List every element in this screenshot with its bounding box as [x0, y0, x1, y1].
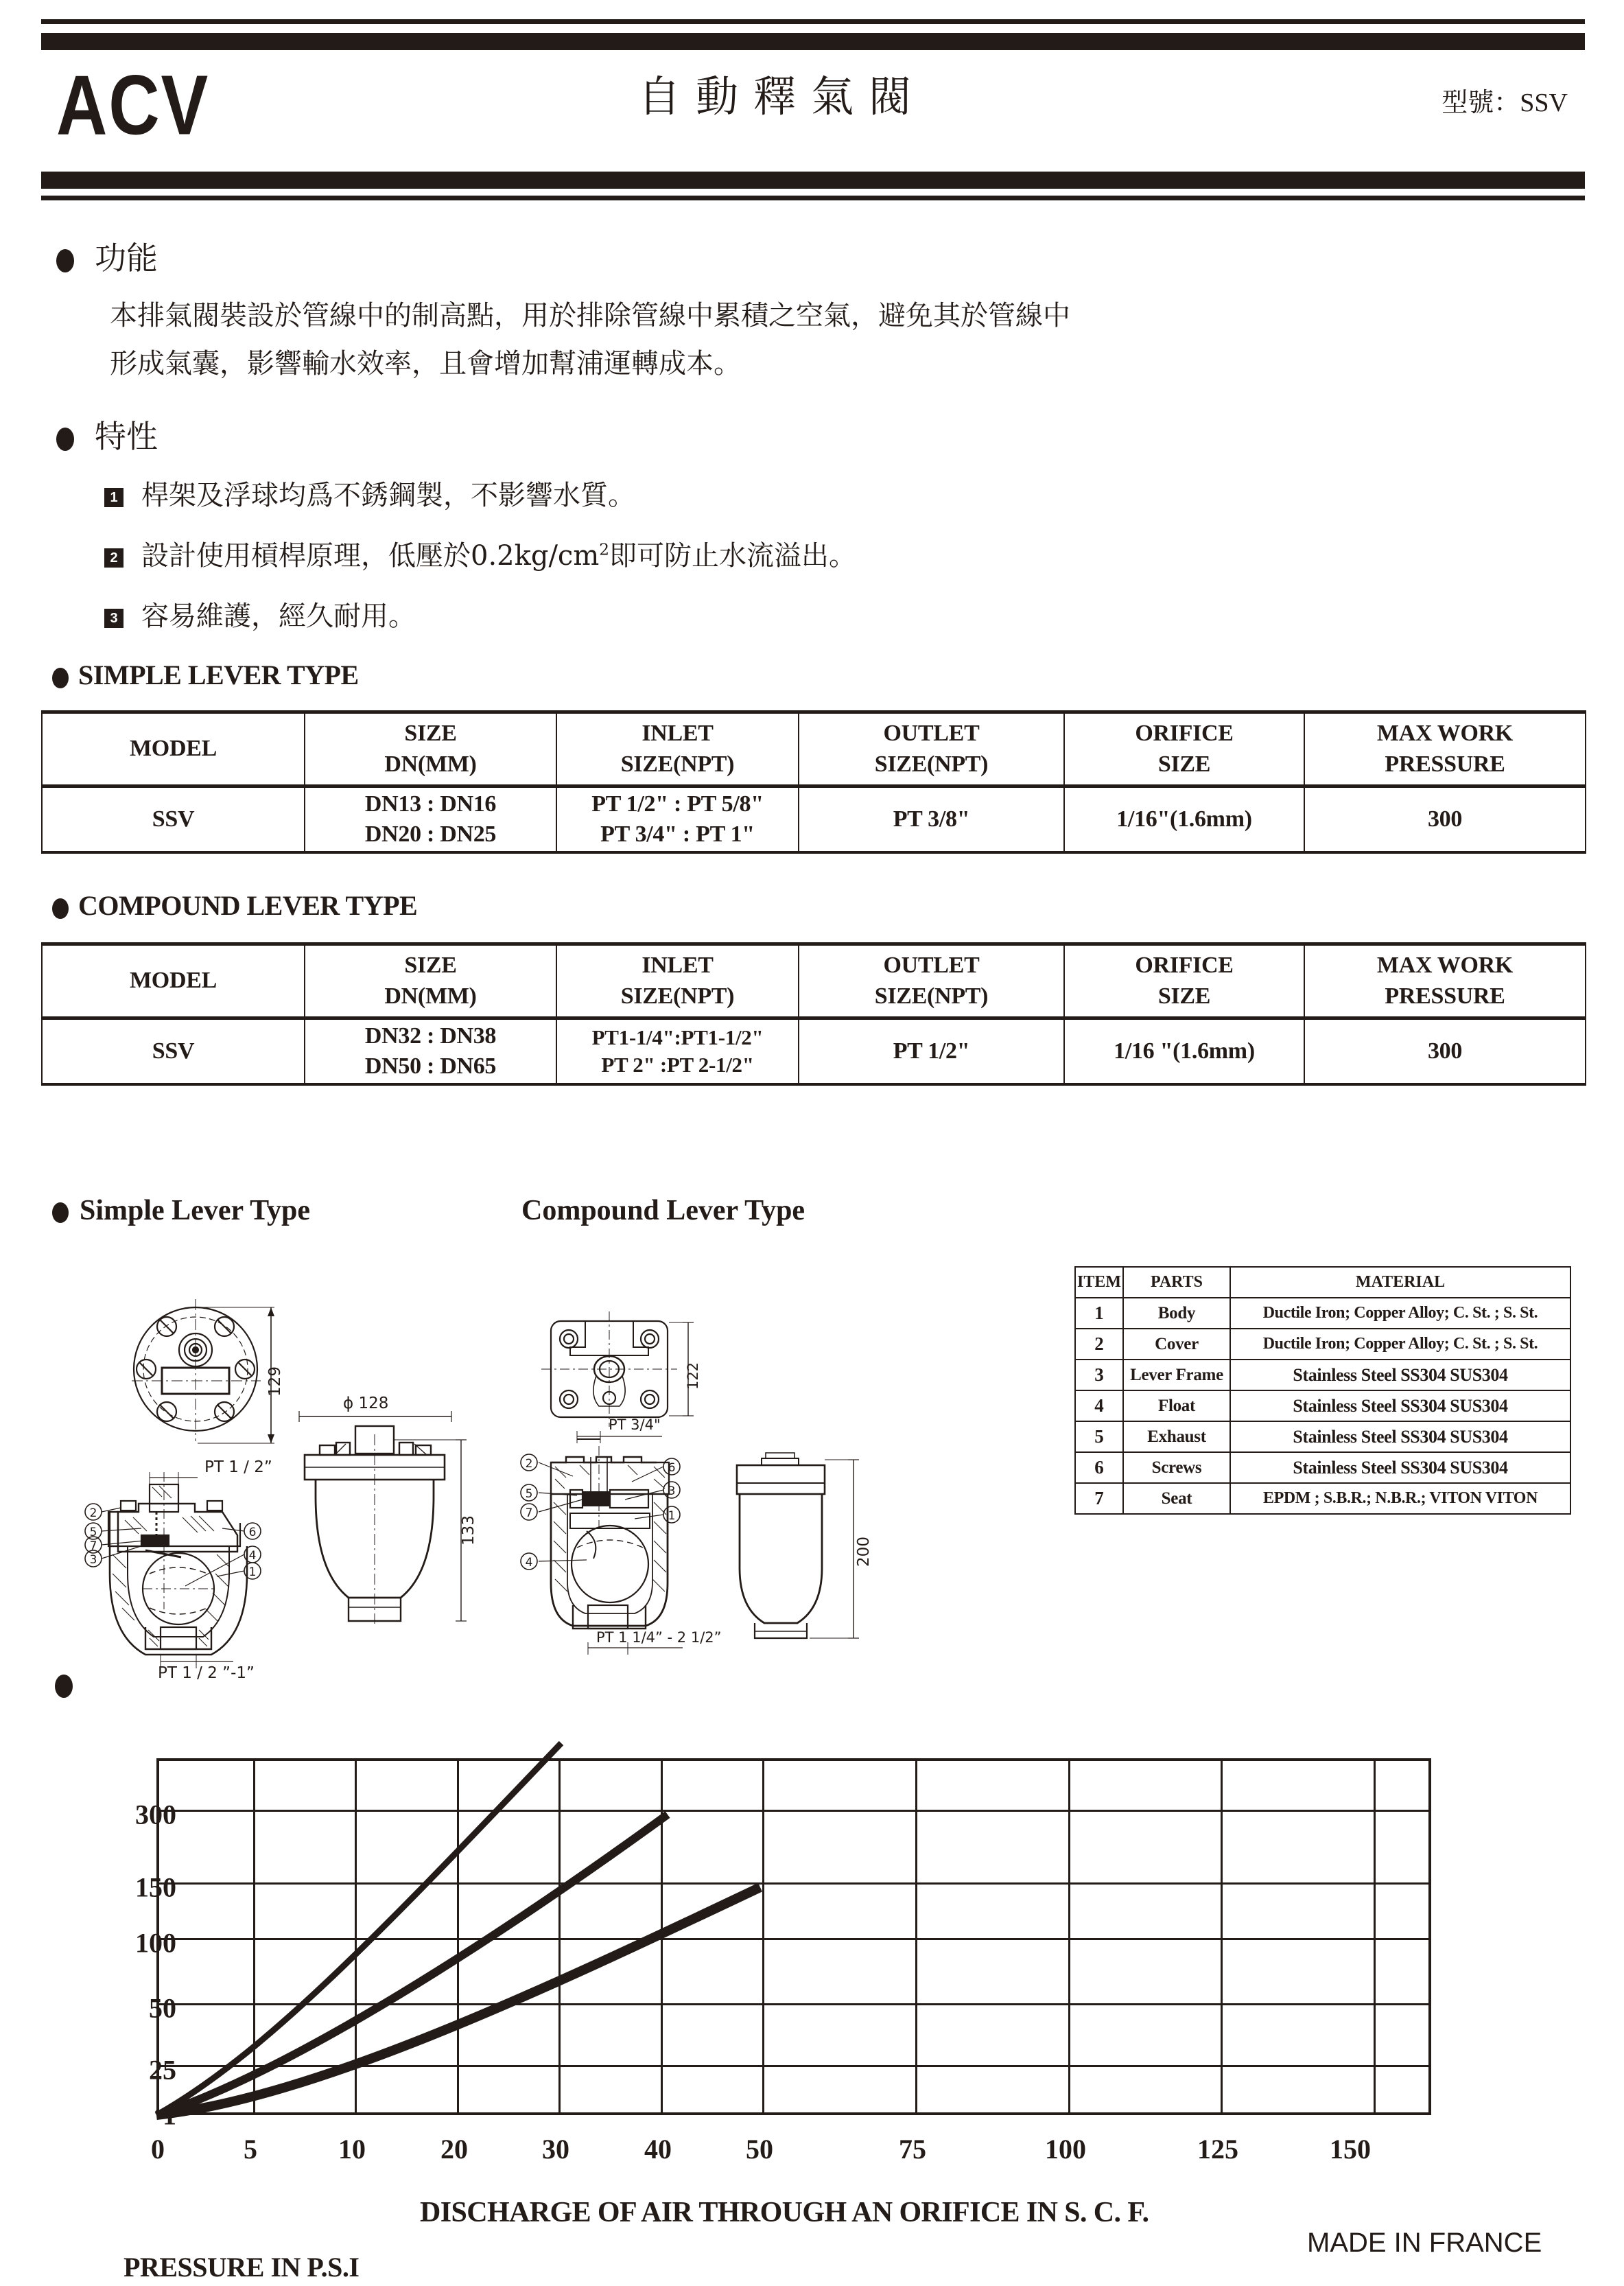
bullet-icon: [55, 1675, 73, 1698]
simple-callout-5: 5: [89, 1526, 97, 1539]
feature-number-2: 2: [104, 548, 123, 568]
simple-drawing-title-text: Simple Lever Type: [80, 1195, 310, 1226]
table-row: [1075, 1298, 1570, 1329]
function-heading-text: 功能: [95, 240, 158, 277]
model-value: SSV: [1520, 89, 1568, 117]
compound-drawing-title-text: Compound Lever Type: [521, 1195, 805, 1226]
td-inlet-l2: PT 2" :PT 2-1/2": [601, 1052, 754, 1077]
th-orifice: [1064, 944, 1304, 1018]
th-orifice-l2: SIZE: [1157, 751, 1211, 777]
ytick-25: 25: [149, 2054, 176, 2086]
feature-text-3: 容易維護，經久耐用。: [141, 600, 416, 632]
compound-lever-title-text: COMPOUND LEVER TYPE: [78, 890, 418, 921]
feature-text-1: 桿架及浮球均爲不銹鋼製，不影響水質。: [141, 480, 635, 511]
th-orifice-l1: ORIFICE: [1135, 953, 1234, 979]
xtick-150: 150: [1330, 2134, 1371, 2165]
td-model: SSV: [42, 786, 305, 852]
td-maxwork: 300: [1304, 1018, 1586, 1084]
compound-label-top-port: PT 3/4": [609, 1416, 661, 1433]
parts-material: Stainless Steel SS304 SUS304: [1230, 1452, 1570, 1483]
xtick-40: 40: [644, 2134, 672, 2165]
feature-text-2-post: 即可防止水流溢出。: [609, 540, 857, 572]
td-inlet-l2: PT 3/4" : PT 1": [600, 821, 755, 847]
ytick-300: 300: [135, 1799, 176, 1830]
th-outlet-l2: SIZE(NPT): [874, 983, 989, 1009]
xtick-100: 100: [1045, 2134, 1086, 2165]
th-outlet-l1: OUTLET: [883, 721, 980, 747]
th-model: MODEL: [42, 712, 305, 786]
bullet-icon: [52, 1202, 69, 1223]
compound-callout-7: 7: [525, 1506, 533, 1520]
simple-callout-7: 7: [89, 1539, 97, 1553]
parts-name: Float: [1123, 1390, 1230, 1421]
table-row: [1075, 1452, 1570, 1483]
th-size: [305, 712, 556, 786]
th-size: [305, 944, 556, 1018]
section-heading-features: [56, 412, 158, 457]
th-inlet: [556, 712, 799, 786]
th-inlet-l1: INLET: [642, 721, 714, 747]
feature-text-2-pre: 設計使用槓桿原理，低壓於0.2kg/cm: [141, 540, 600, 572]
table-row: [42, 1018, 1586, 1084]
td-size-l2: DN20 : DN25: [364, 821, 497, 847]
th-size-l1: SIZE: [404, 953, 457, 979]
simple-dim-diameter: ϕ 128: [343, 1395, 389, 1412]
feature-number-1: 1: [104, 488, 123, 507]
parts-name: Exhaust: [1123, 1421, 1230, 1452]
compound-dim-200: 200: [855, 1537, 873, 1567]
made-in-footer: MADE IN FRANCE: [1307, 2228, 1542, 2258]
parts-th-parts: PARTS: [1123, 1267, 1230, 1298]
td-inlet: [556, 1018, 799, 1084]
th-maxwork-l2: PRESSURE: [1385, 751, 1505, 777]
parts-material: Ductile Iron; Copper Alloy; C. St. ; S. St.: [1230, 1329, 1570, 1360]
th-orifice-l2: SIZE: [1157, 983, 1211, 1009]
header-rule-top-thin: [41, 19, 1585, 24]
feature-number-3: 3: [104, 609, 123, 628]
feature-item-3: [104, 594, 416, 633]
xtick-10: 10: [338, 2134, 366, 2165]
ytick-1: 1: [163, 2099, 176, 2131]
parts-material: EPDM ; S.B.R.; N.B.R.; VITON VITON: [1230, 1483, 1570, 1514]
compound-callout-3: 3: [668, 1484, 676, 1498]
td-outlet: PT 1/2": [799, 1018, 1064, 1084]
th-maxwork-l1: MAX WORK: [1376, 953, 1514, 979]
compound-callout-5: 5: [525, 1487, 533, 1501]
simple-dim-129: 129: [266, 1366, 284, 1397]
th-outlet: [799, 944, 1064, 1018]
parts-item: 1: [1075, 1298, 1123, 1329]
th-outlet-l1: OUTLET: [883, 953, 980, 979]
td-orifice: 1/16"(1.6mm): [1064, 786, 1304, 852]
parts-name: Seat: [1123, 1483, 1230, 1514]
header-rule-bottom-thick: [41, 172, 1585, 189]
th-orifice-l1: ORIFICE: [1135, 721, 1234, 747]
feature-text-2-sup: 2: [599, 540, 610, 559]
td-inlet-l1: PT 1/2" : PT 5/8": [591, 791, 764, 817]
simple-label-bottom-port: PT 1 / 2 ”-1”: [158, 1664, 255, 1682]
parts-item: 3: [1075, 1360, 1123, 1390]
compound-callout-6: 6: [668, 1461, 676, 1475]
ytick-150: 150: [135, 1871, 176, 1903]
table-row: [1075, 1329, 1570, 1360]
chart-yaxis-label: PRESSURE IN P.S.I: [123, 2252, 360, 2283]
parts-name: Body: [1123, 1298, 1230, 1329]
simple-callout-6: 6: [248, 1526, 257, 1539]
function-paragraph-line2: 形成氣囊，影響輸水效率，且會增加幫浦運轉成本。: [110, 348, 741, 380]
td-orifice: 1/16 "(1.6mm): [1064, 1018, 1304, 1084]
th-outlet-l2: SIZE(NPT): [874, 751, 989, 777]
simple-callout-3: 3: [89, 1553, 97, 1567]
th-inlet: [556, 944, 799, 1018]
th-size-l1: SIZE: [404, 721, 457, 747]
parts-name: Lever Frame: [1123, 1360, 1230, 1390]
bullet-icon: [52, 898, 69, 919]
header-rule-bottom-thin: [41, 196, 1585, 200]
th-inlet-l2: SIZE(NPT): [620, 751, 735, 777]
td-outlet: PT 3/8": [799, 786, 1064, 852]
parts-item: 4: [1075, 1390, 1123, 1421]
th-maxwork: [1304, 712, 1586, 786]
discharge-chart: [0, 1729, 1624, 2283]
table-row: [42, 786, 1586, 852]
compound-callout-4: 4: [525, 1556, 533, 1570]
xtick-0: 0: [151, 2134, 165, 2165]
bullet-icon: [56, 428, 74, 451]
parts-item: 2: [1075, 1329, 1123, 1360]
th-maxwork-l1: MAX WORK: [1376, 721, 1514, 747]
td-maxwork: 300: [1304, 786, 1586, 852]
td-inlet: [556, 786, 799, 852]
xtick-5: 5: [244, 2134, 257, 2165]
model-label: 型號：: [1441, 87, 1520, 117]
td-size: [305, 786, 556, 852]
table-row: [1075, 1360, 1570, 1390]
xtick-50: 50: [746, 2134, 773, 2165]
simple-label-top-port: PT 1 / 2”: [204, 1458, 272, 1476]
td-size-l2: DN50 : DN65: [364, 1053, 497, 1079]
compound-dim-122: 122: [685, 1362, 701, 1390]
xtick-75: 75: [899, 2134, 926, 2165]
th-size-l2: DN(MM): [384, 983, 477, 1009]
parts-name: Cover: [1123, 1329, 1230, 1360]
header-rule-top-thick: [41, 33, 1585, 50]
chart-section-bullet: [55, 1675, 73, 1698]
table-row: [1075, 1390, 1570, 1421]
td-size-l1: DN32 : DN38: [364, 1023, 497, 1049]
parts-material: Stainless Steel SS304 SUS304: [1230, 1390, 1570, 1421]
table-header-row: [42, 712, 1586, 786]
ytick-100: 100: [135, 1927, 176, 1959]
compound-label-bottom-port: PT 1 1/4” - 2 1/2”: [596, 1629, 722, 1646]
parts-material: Stainless Steel SS304 SUS304: [1230, 1421, 1570, 1452]
th-orifice: [1064, 712, 1304, 786]
th-outlet: [799, 712, 1064, 786]
bullet-icon: [56, 249, 74, 272]
compound-lever-table-title: [52, 889, 417, 922]
parts-name: Screws: [1123, 1452, 1230, 1483]
parts-item: 6: [1075, 1452, 1123, 1483]
compound-lever-side-view: [707, 1445, 913, 1651]
parts-item: 7: [1075, 1483, 1123, 1514]
simple-callout-4: 4: [248, 1549, 257, 1563]
simple-callout-2: 2: [89, 1506, 97, 1520]
chart-curves: [156, 1758, 1431, 2115]
th-maxwork-l2: PRESSURE: [1385, 983, 1505, 1009]
simple-drawing-title: [52, 1194, 310, 1227]
simple-callout-1: 1: [248, 1565, 257, 1579]
simple-lever-spec-table: [41, 710, 1586, 854]
xtick-30: 30: [542, 2134, 569, 2165]
simple-lever-table-title: [52, 659, 359, 691]
page-header: [0, 0, 1624, 206]
table-row: [1075, 1483, 1570, 1514]
compound-lever-spec-table: [41, 942, 1586, 1086]
brand-logo: ACV: [56, 58, 210, 152]
table-row: [1075, 1421, 1570, 1452]
xtick-20: 20: [440, 2134, 468, 2165]
chart-xaxis-label: DISCHARGE OF AIR THROUGH AN ORIFICE IN S. C. F.: [420, 2197, 1149, 2228]
bullet-icon: [52, 668, 69, 688]
compound-callout-2: 2: [525, 1457, 533, 1471]
table-header-row: [42, 944, 1586, 1018]
function-paragraph-line1: 本排氣閥裝設於管線中的制高點，用於排除管線中累積之空氣，避免其於管線中: [110, 300, 1070, 331]
ytick-50: 50: [149, 1992, 176, 2024]
td-size: [305, 1018, 556, 1084]
compound-drawing-title: [521, 1194, 805, 1227]
xtick-125: 125: [1197, 2134, 1238, 2165]
td-size-l1: DN13 : DN16: [364, 791, 497, 817]
parts-material: Stainless Steel SS304 SUS304: [1230, 1360, 1570, 1390]
parts-header-row: [1075, 1267, 1570, 1298]
parts-item: 5: [1075, 1421, 1123, 1452]
parts-material: Ductile Iron; Copper Alloy; C. St. ; S. St.: [1230, 1298, 1570, 1329]
features-heading-text: 特性: [95, 418, 158, 455]
th-inlet-l1: INLET: [642, 953, 714, 979]
model-tag: [1441, 89, 1568, 116]
parts-th-material: MATERIAL: [1230, 1267, 1570, 1298]
simple-lever-title-text: SIMPLE LEVER TYPE: [78, 660, 359, 690]
feature-item-2: [104, 534, 856, 573]
td-inlet-l1: PT1-1/4":PT1-1/2": [591, 1025, 764, 1050]
td-model: SSV: [42, 1018, 305, 1084]
parts-material-table: [1074, 1266, 1571, 1515]
th-maxwork: [1304, 944, 1586, 1018]
compound-callout-1: 1: [668, 1509, 676, 1523]
th-inlet-l2: SIZE(NPT): [620, 983, 735, 1009]
feature-item-1: [104, 474, 635, 513]
th-model: MODEL: [42, 944, 305, 1018]
th-size-l2: DN(MM): [384, 751, 477, 777]
parts-th-item: ITEM: [1075, 1267, 1123, 1298]
page-title: 自動釋氣閥: [638, 71, 927, 121]
simple-lever-side-view: [274, 1393, 501, 1654]
section-heading-function: [56, 233, 158, 279]
simple-dim-133: 133: [460, 1515, 478, 1546]
